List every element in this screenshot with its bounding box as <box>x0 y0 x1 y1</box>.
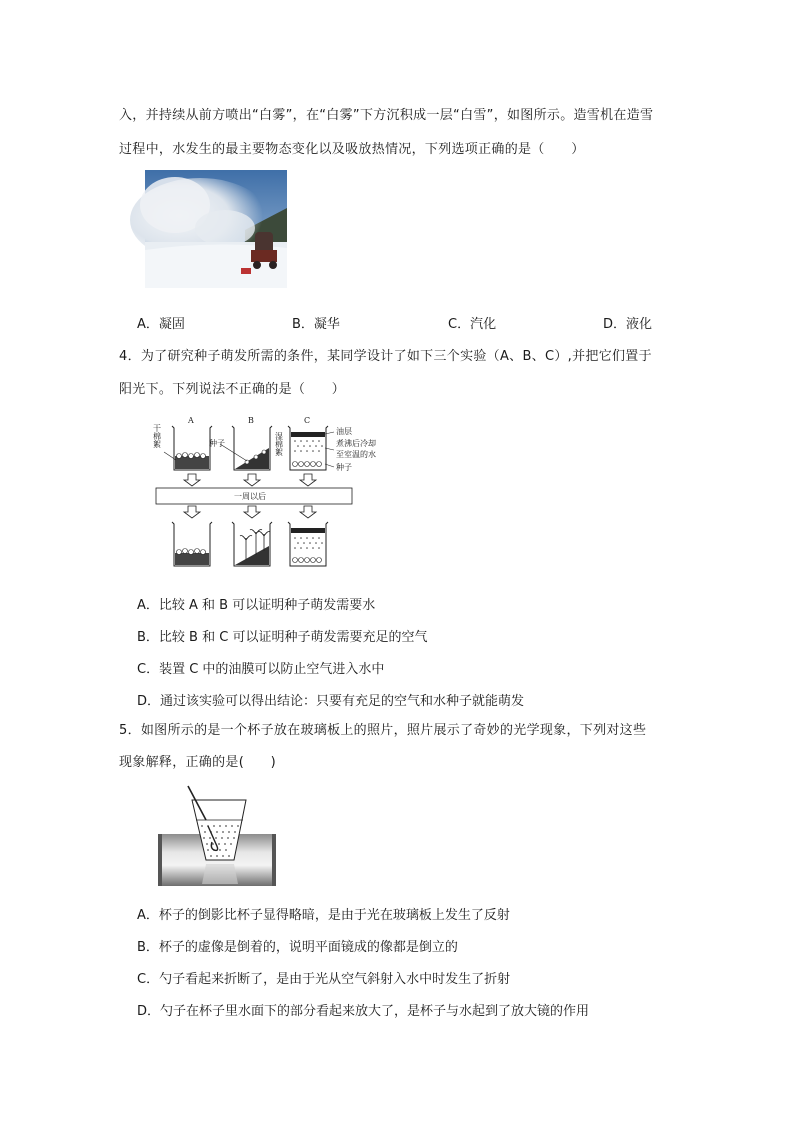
q3-option-a[interactable]: A．凝固 <box>137 317 185 332</box>
label-dry-cotton: 干棉絮 <box>152 424 162 448</box>
q3-text-line-2: 过程中，水发生的最主要物态变化以及吸放热情况，下列选项正确的是（ ） <box>119 142 585 157</box>
snow-machine-photo <box>145 170 287 288</box>
q3-option-c[interactable]: C．汽化 <box>448 317 497 332</box>
q4-text-line-1: 4．为了研究种子萌发所需的条件，某同学设计了如下三个实验（A、B、C）,并把它们置于 <box>119 349 652 364</box>
q4-option-a[interactable]: A．比较 A 和 B 可以证明种子萌发需要水 <box>137 598 376 613</box>
q4-option-b[interactable]: B．比较 B 和 C 可以证明种子萌发需要充足的空气 <box>137 630 428 645</box>
q4-option-c[interactable]: C．装置 C 中的油膜可以防止空气进入水中 <box>137 662 385 677</box>
label-seed-c: 种子 <box>336 463 352 472</box>
q5-option-d[interactable]: D．勺子在杯子里水面下的部分看起来放大了，是杯子与水起到了放大镜的作用 <box>137 1004 590 1019</box>
cup-on-glass-figure <box>158 786 276 888</box>
q5-option-a[interactable]: A．杯子的倒影比杯子显得略暗，是由于光在玻璃板上发生了反射 <box>137 908 510 923</box>
seed-experiment-figure <box>152 412 376 572</box>
beaker-label-a: A <box>188 416 194 425</box>
q4-text-line-2: 阳光下。下列说法不正确的是（ ） <box>119 382 346 397</box>
q5-option-c[interactable]: C．勺子看起来折断了，是由于光从空气斜射入水中时发生了折射 <box>137 972 511 987</box>
label-seed: 种子 <box>209 439 225 448</box>
q4-option-d[interactable]: D．通过该实验可以得出结论：只要有充足的空气和水种子就能萌发 <box>137 694 525 709</box>
beaker-label-c: C <box>304 416 311 425</box>
q5-option-b[interactable]: B．杯子的虚像是倒着的，说明平面镜成的像都是倒立的 <box>137 940 458 955</box>
q3-text-line-1: 入，并持续从前方喷出“白雾”，在“白雾”下方沉积成一层“白雪”，如图所示。造雪机在造雪 <box>119 108 654 123</box>
q5-text-line-2: 现象解释，正确的是( ) <box>119 755 277 770</box>
q3-option-d[interactable]: D．液化 <box>603 317 653 332</box>
q3-option-b[interactable]: B．凝华 <box>292 317 340 332</box>
label-boiled-water-2: 至室温的水 <box>336 450 376 459</box>
label-boiled-water-1: 煮沸后冷却 <box>336 439 376 448</box>
label-wet-cotton: 湿棉絮 <box>274 432 284 456</box>
banner-one-week-later: 一周以后 <box>234 492 266 501</box>
beaker-label-b: B <box>248 416 254 425</box>
label-oil: 油层 <box>336 427 352 436</box>
q5-text-line-1: 5．如图所示的是一个杯子放在玻璃板上的照片，照片展示了奇妙的光学现象，下列对这些 <box>119 723 647 738</box>
